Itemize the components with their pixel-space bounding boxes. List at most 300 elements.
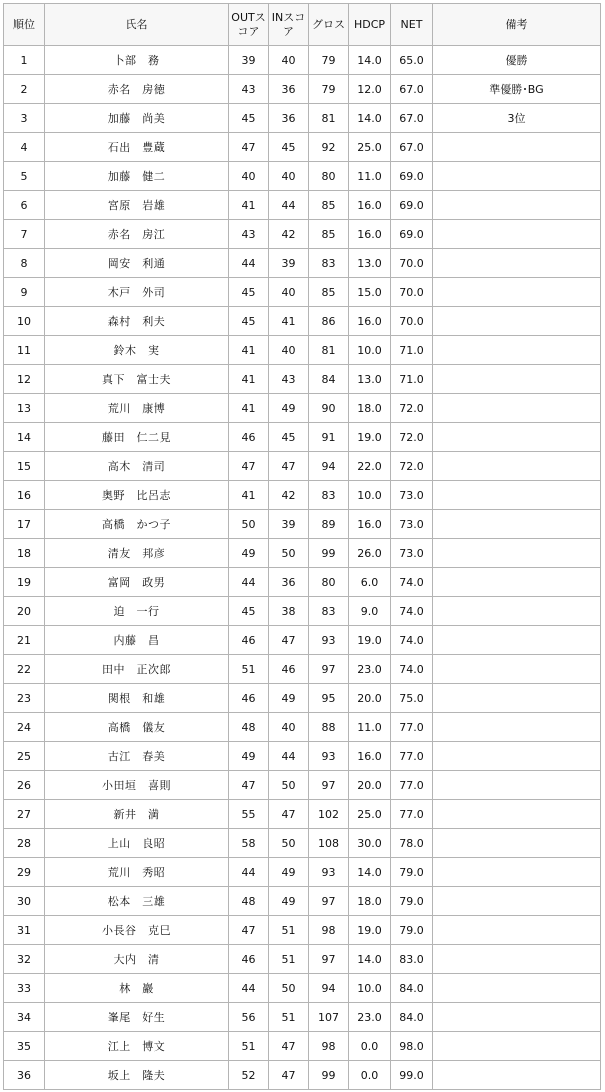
cell-rank: 16 [4, 481, 45, 510]
cell-net: 77.0 [391, 771, 433, 800]
cell-net: 74.0 [391, 626, 433, 655]
cell-note [433, 510, 601, 539]
cell-note [433, 858, 601, 887]
cell-rank: 20 [4, 597, 45, 626]
cell-out-score: 45 [229, 597, 269, 626]
cell-name: 古江 春美 [45, 742, 229, 771]
cell-out-score: 46 [229, 684, 269, 713]
cell-rank: 32 [4, 945, 45, 974]
cell-out-score: 46 [229, 423, 269, 452]
cell-hdcp: 25.0 [349, 133, 391, 162]
cell-rank: 5 [4, 162, 45, 191]
cell-hdcp: 16.0 [349, 307, 391, 336]
cell-net: 73.0 [391, 510, 433, 539]
cell-note [433, 481, 601, 510]
cell-name: 赤名 房江 [45, 220, 229, 249]
cell-name: 上山 良昭 [45, 829, 229, 858]
cell-in-score: 44 [269, 191, 309, 220]
cell-note [433, 1061, 601, 1090]
cell-gross: 97 [309, 771, 349, 800]
cell-name: 真下 富士夫 [45, 365, 229, 394]
header-out-score: OUTスコア [229, 4, 269, 46]
cell-hdcp: 19.0 [349, 423, 391, 452]
cell-in-score: 39 [269, 249, 309, 278]
cell-hdcp: 30.0 [349, 829, 391, 858]
table-row [4, 626, 601, 655]
cell-rank: 24 [4, 713, 45, 742]
cell-hdcp: 23.0 [349, 655, 391, 684]
cell-name: 林 巖 [45, 974, 229, 1003]
cell-in-score: 38 [269, 597, 309, 626]
table-body [4, 46, 601, 1090]
table-row [4, 829, 601, 858]
cell-hdcp: 10.0 [349, 974, 391, 1003]
cell-net: 71.0 [391, 365, 433, 394]
cell-gross: 102 [309, 800, 349, 829]
cell-net: 75.0 [391, 684, 433, 713]
cell-rank: 33 [4, 974, 45, 1003]
cell-hdcp: 16.0 [349, 742, 391, 771]
table-row [4, 452, 601, 481]
cell-in-score: 51 [269, 1003, 309, 1032]
cell-rank: 34 [4, 1003, 45, 1032]
table-row [4, 365, 601, 394]
table-row [4, 597, 601, 626]
cell-in-score: 39 [269, 510, 309, 539]
cell-out-score: 44 [229, 974, 269, 1003]
cell-in-score: 47 [269, 800, 309, 829]
cell-net: 73.0 [391, 481, 433, 510]
cell-note [433, 887, 601, 916]
cell-gross: 90 [309, 394, 349, 423]
cell-rank: 29 [4, 858, 45, 887]
cell-out-score: 47 [229, 452, 269, 481]
cell-out-score: 41 [229, 394, 269, 423]
cell-rank: 4 [4, 133, 45, 162]
cell-note [433, 1032, 601, 1061]
table-row [4, 75, 601, 104]
cell-gross: 93 [309, 858, 349, 887]
cell-note [433, 829, 601, 858]
cell-in-score: 40 [269, 713, 309, 742]
cell-hdcp: 14.0 [349, 858, 391, 887]
cell-net: 71.0 [391, 336, 433, 365]
cell-net: 65.0 [391, 46, 433, 75]
cell-in-score: 40 [269, 46, 309, 75]
table-row [4, 1061, 601, 1090]
cell-name: 高橋 儀友 [45, 713, 229, 742]
table-row [4, 307, 601, 336]
cell-hdcp: 20.0 [349, 684, 391, 713]
cell-net: 67.0 [391, 75, 433, 104]
results-table [3, 3, 601, 1090]
cell-name: 小長谷 克巳 [45, 916, 229, 945]
cell-note [433, 191, 601, 220]
cell-gross: 92 [309, 133, 349, 162]
cell-out-score: 43 [229, 220, 269, 249]
cell-name: 江上 博文 [45, 1032, 229, 1061]
cell-rank: 15 [4, 452, 45, 481]
cell-hdcp: 18.0 [349, 394, 391, 423]
cell-name: 田中 正次郎 [45, 655, 229, 684]
cell-note [433, 684, 601, 713]
cell-name: 坂上 隆夫 [45, 1061, 229, 1090]
cell-hdcp: 11.0 [349, 162, 391, 191]
cell-gross: 108 [309, 829, 349, 858]
cell-in-score: 42 [269, 481, 309, 510]
table-row [4, 742, 601, 771]
cell-out-score: 41 [229, 365, 269, 394]
cell-net: 73.0 [391, 539, 433, 568]
cell-out-score: 44 [229, 858, 269, 887]
cell-out-score: 45 [229, 307, 269, 336]
cell-net: 99.0 [391, 1061, 433, 1090]
table-header [4, 4, 601, 46]
cell-out-score: 56 [229, 1003, 269, 1032]
table-row [4, 945, 601, 974]
cell-hdcp: 0.0 [349, 1061, 391, 1090]
cell-rank: 9 [4, 278, 45, 307]
table-row [4, 220, 601, 249]
cell-hdcp: 14.0 [349, 46, 391, 75]
cell-name: 加藤 健二 [45, 162, 229, 191]
cell-name: 松本 三雄 [45, 887, 229, 916]
cell-in-score: 41 [269, 307, 309, 336]
cell-in-score: 44 [269, 742, 309, 771]
cell-in-score: 51 [269, 945, 309, 974]
cell-gross: 97 [309, 655, 349, 684]
cell-note [433, 713, 601, 742]
cell-out-score: 51 [229, 655, 269, 684]
cell-hdcp: 22.0 [349, 452, 391, 481]
cell-out-score: 43 [229, 75, 269, 104]
cell-out-score: 47 [229, 916, 269, 945]
cell-hdcp: 9.0 [349, 597, 391, 626]
cell-gross: 81 [309, 336, 349, 365]
cell-name: 赤名 房徳 [45, 75, 229, 104]
cell-out-score: 49 [229, 742, 269, 771]
cell-gross: 85 [309, 220, 349, 249]
cell-note [433, 452, 601, 481]
table-row [4, 278, 601, 307]
cell-net: 72.0 [391, 394, 433, 423]
cell-hdcp: 15.0 [349, 278, 391, 307]
table-row [4, 655, 601, 684]
header-hdcp: HDCP [349, 4, 391, 46]
cell-hdcp: 13.0 [349, 365, 391, 394]
cell-gross: 83 [309, 481, 349, 510]
table-row [4, 974, 601, 1003]
cell-rank: 35 [4, 1032, 45, 1061]
cell-net: 72.0 [391, 452, 433, 481]
cell-rank: 36 [4, 1061, 45, 1090]
cell-net: 69.0 [391, 191, 433, 220]
cell-net: 74.0 [391, 568, 433, 597]
cell-rank: 28 [4, 829, 45, 858]
cell-note [433, 800, 601, 829]
cell-name: 荒川 康博 [45, 394, 229, 423]
cell-name: 高木 清司 [45, 452, 229, 481]
cell-out-score: 45 [229, 278, 269, 307]
cell-rank: 11 [4, 336, 45, 365]
cell-in-score: 49 [269, 887, 309, 916]
cell-gross: 98 [309, 1032, 349, 1061]
cell-note [433, 945, 601, 974]
cell-name: 鈴木 実 [45, 336, 229, 365]
table-row [4, 481, 601, 510]
cell-net: 79.0 [391, 858, 433, 887]
cell-net: 84.0 [391, 1003, 433, 1032]
cell-in-score: 49 [269, 858, 309, 887]
cell-out-score: 47 [229, 133, 269, 162]
cell-in-score: 42 [269, 220, 309, 249]
cell-rank: 23 [4, 684, 45, 713]
table-row [4, 133, 601, 162]
table-row [4, 191, 601, 220]
cell-name: 清友 邦彦 [45, 539, 229, 568]
cell-note [433, 133, 601, 162]
table-row [4, 46, 601, 75]
table-row [4, 771, 601, 800]
cell-in-score: 50 [269, 829, 309, 858]
cell-in-score: 40 [269, 336, 309, 365]
cell-in-score: 47 [269, 1061, 309, 1090]
cell-rank: 2 [4, 75, 45, 104]
table-row [4, 336, 601, 365]
cell-note [433, 742, 601, 771]
cell-net: 70.0 [391, 278, 433, 307]
header-rank: 順位 [4, 4, 45, 46]
cell-in-score: 45 [269, 133, 309, 162]
cell-hdcp: 14.0 [349, 104, 391, 133]
cell-rank: 19 [4, 568, 45, 597]
cell-name: 大内 清 [45, 945, 229, 974]
cell-note [433, 974, 601, 1003]
cell-rank: 27 [4, 800, 45, 829]
cell-hdcp: 16.0 [349, 510, 391, 539]
cell-note [433, 394, 601, 423]
cell-rank: 14 [4, 423, 45, 452]
cell-gross: 93 [309, 626, 349, 655]
cell-rank: 1 [4, 46, 45, 75]
cell-note: 優勝 [433, 46, 601, 75]
cell-name: 岡安 利通 [45, 249, 229, 278]
cell-out-score: 47 [229, 771, 269, 800]
cell-hdcp: 11.0 [349, 713, 391, 742]
table-row [4, 249, 601, 278]
cell-note [433, 626, 601, 655]
cell-name: 富岡 政男 [45, 568, 229, 597]
table-row [4, 1003, 601, 1032]
cell-rank: 10 [4, 307, 45, 336]
cell-hdcp: 19.0 [349, 916, 391, 945]
cell-in-score: 36 [269, 568, 309, 597]
cell-out-score: 44 [229, 249, 269, 278]
cell-gross: 83 [309, 597, 349, 626]
table-row [4, 104, 601, 133]
cell-net: 74.0 [391, 655, 433, 684]
cell-net: 70.0 [391, 307, 433, 336]
cell-note [433, 307, 601, 336]
cell-hdcp: 26.0 [349, 539, 391, 568]
cell-rank: 3 [4, 104, 45, 133]
cell-note [433, 539, 601, 568]
table-row [4, 1032, 601, 1061]
cell-out-score: 55 [229, 800, 269, 829]
cell-gross: 95 [309, 684, 349, 713]
cell-gross: 89 [309, 510, 349, 539]
cell-in-score: 49 [269, 684, 309, 713]
cell-note [433, 220, 601, 249]
cell-gross: 85 [309, 191, 349, 220]
table-row [4, 539, 601, 568]
cell-in-score: 36 [269, 104, 309, 133]
cell-rank: 13 [4, 394, 45, 423]
cell-out-score: 41 [229, 336, 269, 365]
cell-net: 79.0 [391, 916, 433, 945]
header-net: NET [391, 4, 433, 46]
cell-in-score: 47 [269, 452, 309, 481]
cell-name: 関根 和雄 [45, 684, 229, 713]
cell-note: 準優勝･BG [433, 75, 601, 104]
cell-out-score: 39 [229, 46, 269, 75]
cell-out-score: 48 [229, 713, 269, 742]
header-note: 備考 [433, 4, 601, 46]
cell-gross: 91 [309, 423, 349, 452]
cell-gross: 93 [309, 742, 349, 771]
cell-note [433, 423, 601, 452]
cell-gross: 94 [309, 452, 349, 481]
cell-rank: 21 [4, 626, 45, 655]
cell-hdcp: 10.0 [349, 336, 391, 365]
cell-name: 新井 満 [45, 800, 229, 829]
cell-in-score: 40 [269, 162, 309, 191]
cell-name: 奥野 比呂志 [45, 481, 229, 510]
cell-in-score: 49 [269, 394, 309, 423]
cell-out-score: 58 [229, 829, 269, 858]
cell-gross: 79 [309, 75, 349, 104]
cell-rank: 6 [4, 191, 45, 220]
cell-gross: 98 [309, 916, 349, 945]
cell-in-score: 50 [269, 974, 309, 1003]
cell-note [433, 162, 601, 191]
table-row [4, 568, 601, 597]
cell-out-score: 46 [229, 626, 269, 655]
cell-note [433, 771, 601, 800]
cell-hdcp: 14.0 [349, 945, 391, 974]
cell-note: 3位 [433, 104, 601, 133]
cell-out-score: 51 [229, 1032, 269, 1061]
cell-hdcp: 16.0 [349, 191, 391, 220]
table-row [4, 887, 601, 916]
header-row [4, 4, 601, 46]
cell-gross: 84 [309, 365, 349, 394]
table-row [4, 684, 601, 713]
cell-rank: 7 [4, 220, 45, 249]
cell-note [433, 1003, 601, 1032]
cell-note [433, 365, 601, 394]
cell-name: 石出 豊蔵 [45, 133, 229, 162]
cell-net: 78.0 [391, 829, 433, 858]
cell-gross: 94 [309, 974, 349, 1003]
cell-gross: 99 [309, 1061, 349, 1090]
cell-hdcp: 13.0 [349, 249, 391, 278]
cell-in-score: 47 [269, 626, 309, 655]
cell-note [433, 278, 601, 307]
cell-in-score: 50 [269, 771, 309, 800]
cell-net: 77.0 [391, 713, 433, 742]
cell-net: 67.0 [391, 104, 433, 133]
cell-gross: 81 [309, 104, 349, 133]
cell-net: 83.0 [391, 945, 433, 974]
cell-out-score: 41 [229, 191, 269, 220]
cell-out-score: 49 [229, 539, 269, 568]
cell-hdcp: 18.0 [349, 887, 391, 916]
cell-gross: 79 [309, 46, 349, 75]
cell-hdcp: 0.0 [349, 1032, 391, 1061]
cell-hdcp: 20.0 [349, 771, 391, 800]
table-row [4, 510, 601, 539]
cell-gross: 88 [309, 713, 349, 742]
cell-name: 荒川 秀昭 [45, 858, 229, 887]
table-row [4, 394, 601, 423]
cell-net: 77.0 [391, 800, 433, 829]
cell-in-score: 43 [269, 365, 309, 394]
cell-name: 迫 一行 [45, 597, 229, 626]
cell-gross: 97 [309, 887, 349, 916]
cell-out-score: 44 [229, 568, 269, 597]
cell-hdcp: 25.0 [349, 800, 391, 829]
cell-in-score: 50 [269, 539, 309, 568]
cell-rank: 26 [4, 771, 45, 800]
cell-name: 木戸 外司 [45, 278, 229, 307]
cell-hdcp: 12.0 [349, 75, 391, 104]
cell-in-score: 51 [269, 916, 309, 945]
cell-in-score: 45 [269, 423, 309, 452]
cell-note [433, 249, 601, 278]
cell-rank: 25 [4, 742, 45, 771]
table-row [4, 713, 601, 742]
cell-gross: 86 [309, 307, 349, 336]
cell-in-score: 46 [269, 655, 309, 684]
cell-name: 小田垣 喜則 [45, 771, 229, 800]
cell-gross: 107 [309, 1003, 349, 1032]
cell-net: 84.0 [391, 974, 433, 1003]
cell-note [433, 916, 601, 945]
cell-net: 69.0 [391, 162, 433, 191]
cell-net: 69.0 [391, 220, 433, 249]
cell-net: 74.0 [391, 597, 433, 626]
cell-gross: 97 [309, 945, 349, 974]
cell-gross: 80 [309, 162, 349, 191]
cell-in-score: 47 [269, 1032, 309, 1061]
cell-name: 高橋 かつ子 [45, 510, 229, 539]
header-in-score: INスコア [269, 4, 309, 46]
cell-note [433, 336, 601, 365]
table-row [4, 162, 601, 191]
cell-net: 72.0 [391, 423, 433, 452]
cell-name: 藤田 仁二見 [45, 423, 229, 452]
cell-hdcp: 16.0 [349, 220, 391, 249]
results-table-container [3, 3, 601, 1090]
cell-name: 峯尾 好生 [45, 1003, 229, 1032]
cell-out-score: 45 [229, 104, 269, 133]
cell-name: 卜部 務 [45, 46, 229, 75]
cell-note [433, 568, 601, 597]
cell-net: 70.0 [391, 249, 433, 278]
cell-hdcp: 6.0 [349, 568, 391, 597]
cell-name: 加藤 尚美 [45, 104, 229, 133]
